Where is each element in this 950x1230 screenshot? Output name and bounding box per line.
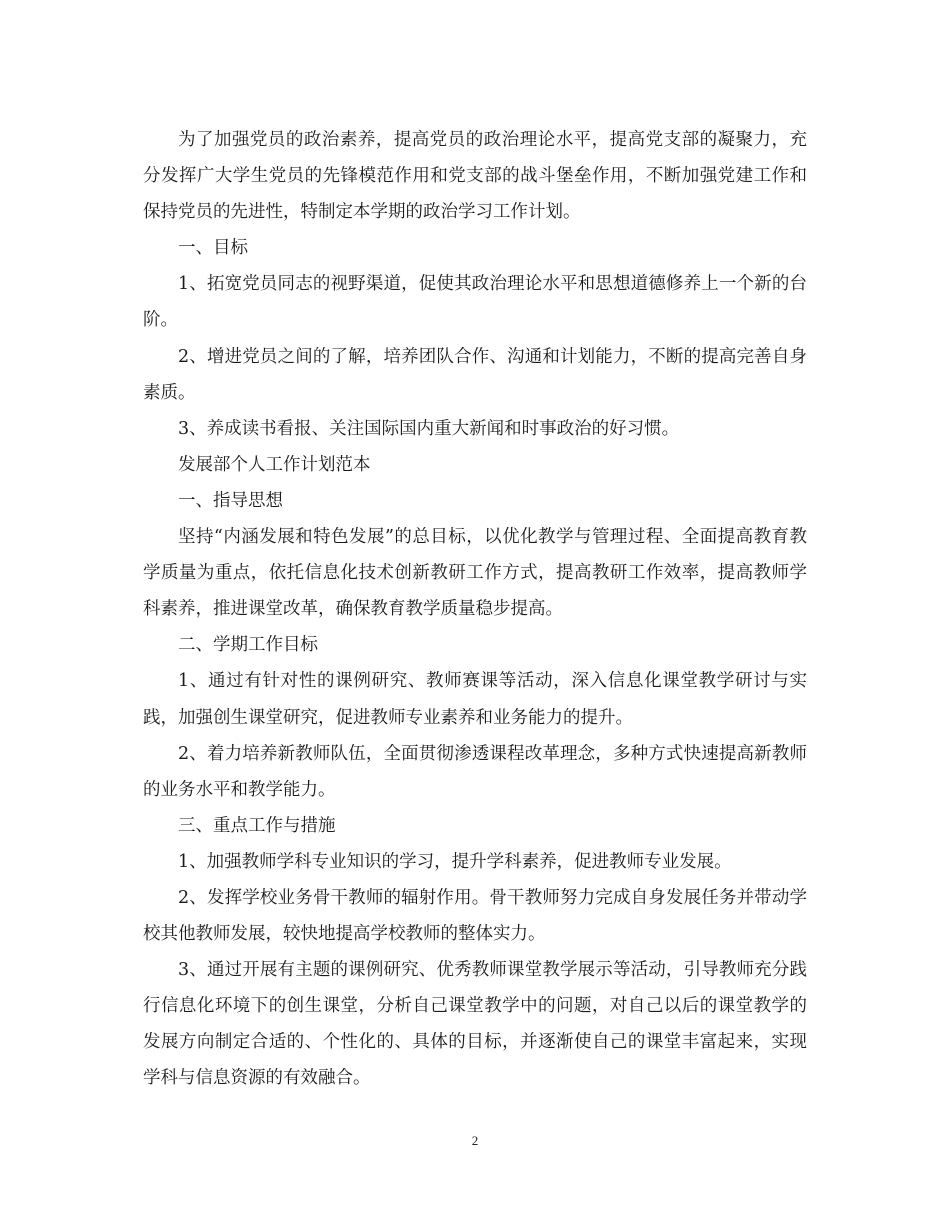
paragraph-intro: 为了加强党员的政治素养，提高党员的政治理论水平，提高党支部的凝聚力，充分发挥广大学生党员的先锋模范作用和党支部的战斗堡垒作用，不断加强党建工作和保持党员的先进性，特制定本学期的政治学习工作计划。 — [143, 130, 807, 223]
paragraph-key-work-1: 1、加强教师学科专业知识的学习，提升学科素养，促进教师专业发展。 — [178, 851, 732, 872]
paragraph-key-work-2: 2、发挥学校业务骨干教师的辐射作用。骨干教师努力完成自身发展任务并带动学校其他教师发展，较快地提高学校教师的整体实力。 — [143, 887, 807, 945]
paragraph-goal-2: 2、增进党员之间的了解，培养团队合作、沟通和计划能力，不断的提高完善自身素质。 — [143, 346, 807, 403]
section-title: 发展部个人工作计划范本 — [178, 454, 371, 475]
page-number: 2 — [471, 1133, 479, 1148]
paragraph-key-work-3: 3、通过开展有主题的课例研究、优秀教师课堂教学展示等活动，引导教师充分践行信息化环境下的创生课堂，分析自己课堂教学中的问题，对自己以后的课堂教学的发展方向制定合适的、个性化的、具体的目标，并逐渐使自己的课堂丰富起来，实现学科与信息资源的有效融合。 — [143, 960, 807, 1089]
heading-term-goals: 二、学期工作目标 — [178, 635, 318, 656]
paragraph-goal-3: 3、养成读书看报、关注国际国内重大新闻和时事政治的好习惯。 — [178, 418, 680, 439]
paragraph-term-goal-2: 2、着力培养新教师队伍，全面贯彻渗透课程改革理念，多种方式快速提高新教师的业务水平和教学能力。 — [143, 743, 807, 800]
paragraph-goal-1: 1、拓宽党员同志的视野渠道，促使其政治理论水平和思想道德修养上一个新的台阶。 — [143, 274, 807, 331]
paragraph-term-goal-1: 1、通过有针对性的课例研究、教师赛课等活动，深入信息化课堂教学研讨与实践，加强创生课堂研究，促进教师专业素养和业务能力的提升。 — [143, 671, 807, 728]
heading-goals: 一、目标 — [178, 238, 248, 259]
document-body — [143, 122, 807, 1097]
heading-guiding-thought: 一、指导思想 — [178, 490, 283, 511]
paragraph-guiding-thought: 坚持“内涵发展和特色发展”的总目标，以优化教学与管理过程、全面提高教育教学质量为重点，依托信息化技术创新教研工作方式，提高教研工作效率，提高教师学科素养，推进课堂改革，确保教育教学质量稳步提高。 — [143, 527, 807, 620]
heading-key-work: 三、重点工作与措施 — [178, 815, 336, 836]
